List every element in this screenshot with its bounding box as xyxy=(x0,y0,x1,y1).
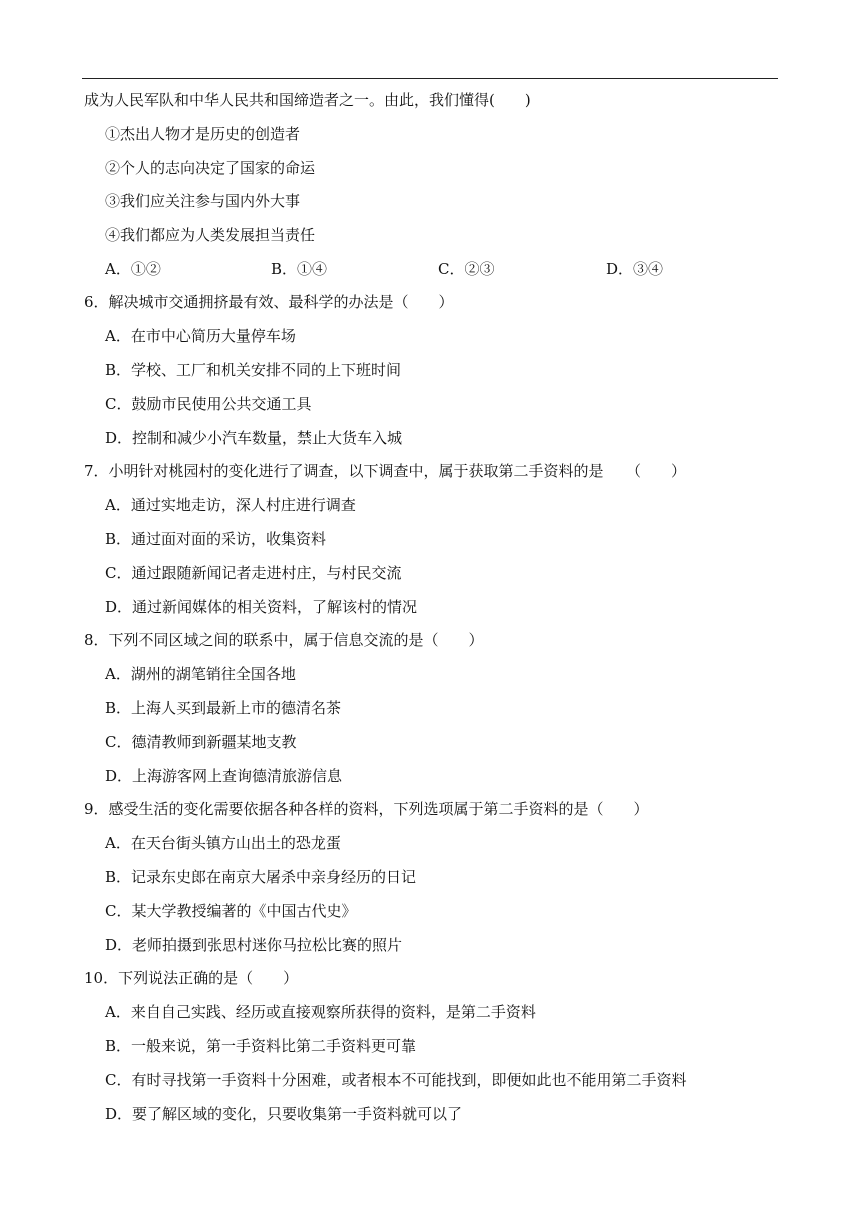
q10-option-a: A．来自自己实践、经历或直接观察所获得的资料，是第二手资料 xyxy=(105,1003,536,1021)
q8-option-c: C．德清教师到新疆某地支教 xyxy=(105,733,297,751)
question-7-stem: 7．小明针对桃园村的变化进行了调查，以下调查中，属于获取第二手资料的是 （ ） xyxy=(84,462,687,480)
question-6-stem: 6．解决城市交通拥挤最有效、最科学的办法是（ ） xyxy=(84,293,454,311)
q6-option-b: B．学校、工厂和机关安排不同的上下班时间 xyxy=(105,361,402,379)
q5-choices xyxy=(105,259,785,279)
q9-option-d: D．老师拍摄到张思村迷你马拉松比赛的照片 xyxy=(105,936,403,954)
q10-option-c: C．有时寻找第一手资料十分困难，或者根本不可能找到，即便如此也不能用第二手资料 xyxy=(105,1071,687,1089)
question-10-stem: 10．下列说法正确的是（ ） xyxy=(84,969,299,987)
q5-item-4: ④我们都应为人类发展担当责任 xyxy=(105,226,316,244)
q7-option-c: C．通过跟随新闻记者走进村庄，与村民交流 xyxy=(105,564,402,582)
q8-option-b: B．上海人买到最新上市的德清名茶 xyxy=(105,699,342,717)
q6-option-d: D．控制和减少小汽车数量，禁止大货车入城 xyxy=(105,429,403,447)
q5-choice-d: D．③④ xyxy=(606,260,664,278)
q5-item-1: ①杰出人物才是历史的创造者 xyxy=(105,125,301,143)
q5-choice-c: C．②③ xyxy=(438,260,495,278)
q10-option-d: D．要了解区域的变化，只要收集第一手资料就可以了 xyxy=(105,1105,463,1123)
q6-option-c: C．鼓励市民使用公共交通工具 xyxy=(105,395,312,413)
q9-option-b: B．记录东史郎在南京大屠杀中亲身经历的日记 xyxy=(105,868,417,886)
question-9-stem: 9．感受生活的变化需要依据各种各样的资料，下列选项属于第二手资料的是（ ） xyxy=(84,800,649,818)
q8-option-d: D．上海游客网上查询德清旅游信息 xyxy=(105,767,343,785)
q5-item-2: ②个人的志向决定了国家的命运 xyxy=(105,159,316,177)
q8-option-a: A．湖州的湖笔销往全国各地 xyxy=(105,665,296,683)
header-rule xyxy=(82,78,778,79)
question-5-stem: 成为人民军队和中华人民共和国缔造者之一。由此，我们懂得( ) xyxy=(84,91,531,109)
q10-option-b: B．一般来说，第一手资料比第二手资料更可靠 xyxy=(105,1037,417,1055)
q6-option-a: A．在市中心简历大量停车场 xyxy=(105,327,296,345)
question-8-stem: 8．下列不同区域之间的联系中，属于信息交流的是（ ） xyxy=(84,631,484,649)
q5-item-3: ③我们应关注参与国内外大事 xyxy=(105,192,301,210)
q7-option-b: B．通过面对面的采访，收集资料 xyxy=(105,530,327,548)
q7-option-a: A．通过实地走访，深人村庄进行调查 xyxy=(105,496,356,514)
q5-choice-a: A．①② xyxy=(105,260,161,278)
q9-option-a: A．在天台街头镇方山出土的恐龙蛋 xyxy=(105,834,341,852)
q9-option-c: C．某大学教授编著的《中国古代史》 xyxy=(105,902,357,920)
q7-option-d: D．通过新闻媒体的相关资料，了解该村的情况 xyxy=(105,598,418,616)
q5-choice-b: B．①④ xyxy=(271,260,328,278)
